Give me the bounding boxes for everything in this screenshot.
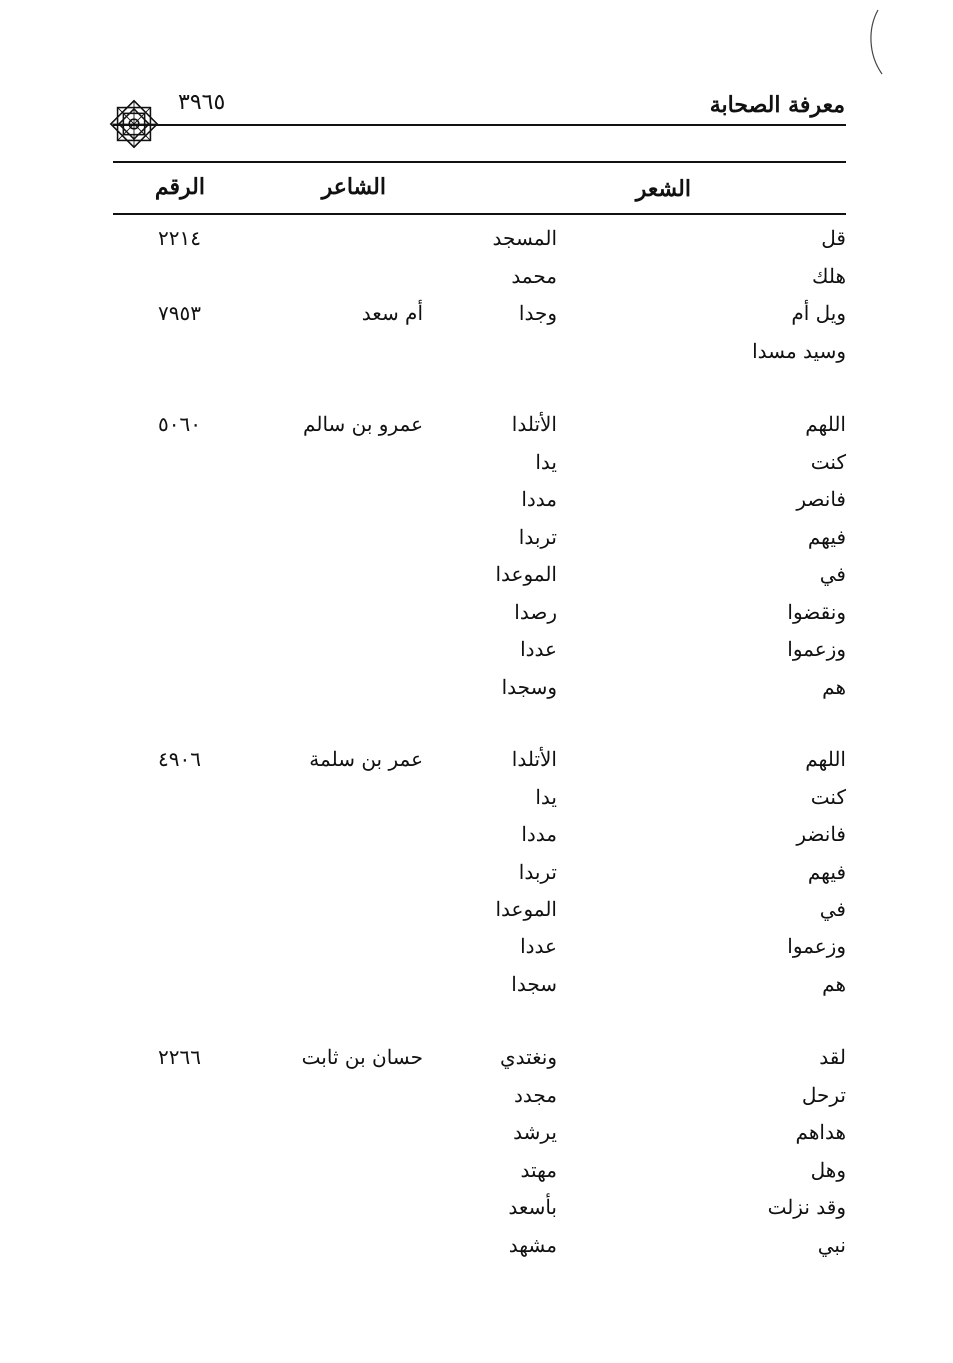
entry-number: ٧٩٥٣ (158, 301, 201, 325)
table-row (0, 1045, 953, 1082)
verse-first-word: كنت (810, 785, 846, 809)
verse-last-word: المسجد (492, 226, 557, 250)
verse-last-word: رصدا (514, 600, 557, 624)
table-row (0, 301, 953, 338)
verse-last-word: محمد (511, 264, 557, 288)
verse-last-word: وجدا (518, 301, 557, 325)
table-top-rule (113, 161, 846, 163)
verse-last-word: مددا (521, 487, 557, 511)
table-row (0, 450, 953, 487)
table-row (0, 487, 953, 524)
table-row (0, 1195, 953, 1232)
table-row (0, 226, 953, 263)
verse-first-word: هم (822, 675, 846, 699)
verse-first-word: فيهم (807, 525, 846, 549)
table-row (0, 1233, 953, 1270)
table-row (0, 972, 953, 1009)
poet-name: عمر بن سلمة (309, 747, 423, 771)
poet-name: عمرو بن سالم (303, 412, 423, 436)
verse-last-word: الأتلدا (511, 747, 557, 771)
verse-first-word: هم (822, 972, 846, 996)
poet-name: حسان بن ثابت (301, 1045, 423, 1069)
verse-first-word: اللهم (805, 747, 846, 771)
table-row (0, 860, 953, 897)
verse-first-word: ترحل (801, 1083, 846, 1107)
table-row (0, 562, 953, 599)
verse-last-word: وسجدا (501, 675, 557, 699)
verse-last-word: مجدد (513, 1083, 557, 1107)
verse-first-word: ويل أم (791, 301, 846, 325)
margin-bracket-mark (866, 8, 886, 76)
verse-first-word: كنت (810, 450, 846, 474)
verse-last-word: مددا (521, 822, 557, 846)
verse-last-word: الموعدا (495, 562, 557, 586)
verse-first-word: هداهم (795, 1120, 846, 1144)
verse-first-word: وسيد مسدا (752, 339, 846, 363)
verse-last-word: تربدا (518, 525, 557, 549)
verse-last-word: الموعدا (495, 897, 557, 921)
verse-last-word: سجدا (511, 972, 557, 996)
verse-first-word: اللهم (805, 412, 846, 436)
entry-number: ٢٢٦٦ (158, 1045, 201, 1069)
verse-first-word: في (819, 897, 846, 921)
verse-first-word: ونقضوا (787, 600, 846, 624)
verse-last-word: يرشد (513, 1120, 557, 1144)
table-row (0, 264, 953, 301)
verse-first-word: وقد نزلت (767, 1195, 846, 1219)
verse-last-word: مشهد (508, 1233, 557, 1257)
column-header-poet: الشاعر (321, 174, 386, 200)
table-row (0, 339, 953, 376)
verse-first-word: وزعموا (787, 637, 846, 661)
verse-first-word: لقد (819, 1045, 846, 1069)
verse-last-word: يدا (535, 785, 557, 809)
verse-last-word: الأتلدا (511, 412, 557, 436)
column-header-number: الرقم (154, 174, 205, 200)
verse-first-word: نبي (817, 1233, 846, 1257)
entry-number: ٥٠٦٠ (158, 412, 201, 436)
verse-last-word: يدا (535, 450, 557, 474)
verse-first-word: هلك (811, 264, 846, 288)
verse-first-word: فانضر (796, 822, 846, 846)
table-row (0, 785, 953, 822)
table-row (0, 897, 953, 934)
table-row (0, 1158, 953, 1195)
verse-first-word: فيهم (807, 860, 846, 884)
verse-last-word: تربدا (518, 860, 557, 884)
column-header-rule (113, 213, 846, 215)
table-row (0, 822, 953, 859)
column-header-verse: الشعر (635, 176, 691, 202)
verse-first-word: وزعموا (787, 934, 846, 958)
table-row (0, 1120, 953, 1157)
verse-first-word: في (819, 562, 846, 586)
verse-last-word: بأسعد (508, 1195, 557, 1219)
entry-number: ٤٩٠٦ (158, 747, 201, 771)
verse-last-word: مهتد (520, 1158, 557, 1182)
header-rule (113, 124, 846, 126)
page-number: ٣٩٦٥ (178, 90, 226, 115)
running-title: معرفة الصحابة (709, 92, 845, 118)
table-row (0, 934, 953, 971)
table-row (0, 525, 953, 562)
table-row (0, 412, 953, 449)
entry-number: ٢٢١٤ (158, 226, 201, 250)
verse-first-word: قل (821, 226, 846, 250)
table-row (0, 675, 953, 712)
table-row (0, 600, 953, 637)
poet-name: أم سعد (361, 301, 423, 325)
verse-last-word: عددا (520, 934, 557, 958)
verse-last-word: ونغتدي (499, 1045, 557, 1069)
verse-first-word: وهل (810, 1158, 846, 1182)
verse-first-word: فانصر (796, 487, 846, 511)
table-row (0, 1083, 953, 1120)
verse-last-word: عددا (520, 637, 557, 661)
table-row (0, 747, 953, 784)
table-row (0, 637, 953, 674)
